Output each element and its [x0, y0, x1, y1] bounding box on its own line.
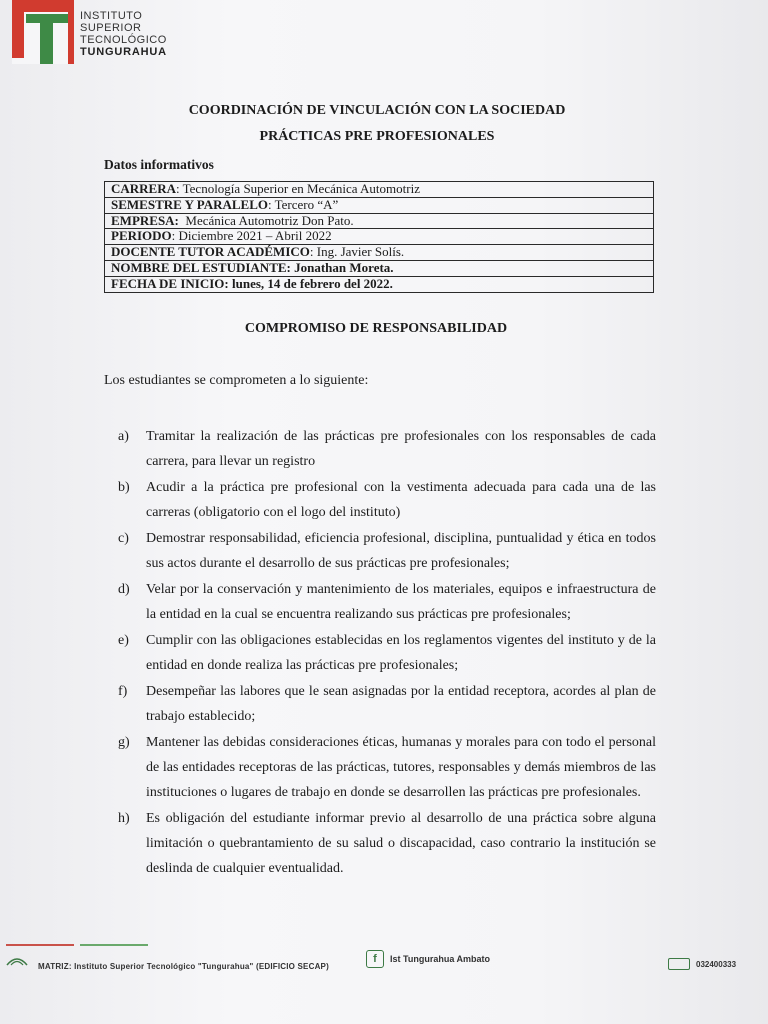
info-value: Jonathan Moreta. — [290, 259, 394, 275]
info-value: : Ing. Javier Solís. — [309, 244, 405, 260]
info-value: Mecánica Automotriz Don Pato. — [178, 212, 354, 228]
intro-text: Los estudiantes se comprometen a lo siguiente: — [104, 373, 369, 388]
list-item-text: Velar por la conservación y mantenimiento de los materiales, equipos e infraestructura de la entidad en la cual se encuentra realizando sus prácticas pre profesionales; — [146, 582, 656, 622]
document-subtitle: PRÁCTICAS PRE PROFESIONALES — [259, 129, 495, 144]
document-title: COORDINACIÓN DE VINCULACIÓN CON LA SOCIEDAD — [188, 103, 566, 118]
info-cell — [105, 260, 654, 276]
list-item — [118, 475, 656, 525]
location-icon — [6, 956, 28, 966]
list-item — [118, 806, 656, 881]
list-item-label: a) — [118, 429, 129, 444]
logo-line-1: INSTITUTO — [80, 10, 143, 22]
info-value: lunes, 14 de febrero del 2022. — [228, 275, 393, 291]
info-cell — [105, 182, 654, 198]
list-item-label: c) — [118, 531, 129, 546]
footer-address: MATRIZ: Instituto Superior Tecnológico "Tungurahua" (EDIFICIO SECAP) — [38, 962, 329, 971]
footer-phone — [668, 958, 736, 970]
institute-logo-mark — [12, 0, 74, 64]
info-row — [105, 245, 654, 261]
list-item-text: Demostrar responsabilidad, eficiencia profesional, disciplina, puntualidad y ética en todos sus actos durante el desarrollo de sus prácticas pre profesionales; — [146, 531, 656, 571]
list-item — [118, 679, 656, 729]
list-item-label: f) — [118, 684, 128, 699]
info-value: : Tecnología Superior en Mecánica Automotriz — [176, 181, 420, 196]
info-row — [105, 276, 654, 292]
info-row — [105, 229, 654, 245]
info-label: CARRERA — [111, 181, 176, 196]
logo-line-4: TUNGURAHUA — [80, 46, 167, 58]
list-item-label: g) — [118, 735, 130, 750]
logo-line-3: TECNOLÓGICO — [80, 34, 167, 46]
list-item-text: Mantener las debidas consideraciones éticas, humanas y morales para con todo el personal de las entidades receptoras de las prácticas, tutores, responsables y demás miembros de las instituciones o lugares de trabajo en donde se desarrollen las prácticas pre profesionales. — [146, 735, 656, 800]
list-item — [118, 628, 656, 678]
info-cell — [105, 229, 654, 245]
info-label: EMPRESA: — [111, 212, 179, 228]
info-row — [105, 197, 654, 213]
footer-divider-red — [6, 944, 74, 946]
section-title: COMPROMISO DE RESPONSABILIDAD — [244, 321, 508, 336]
facebook-handle: Ist Tungurahua Ambato — [390, 954, 490, 964]
list-item-text: Desempeñar las labores que le sean asignadas por la entidad receptora, acordes al plan de trabajo establecido; — [146, 684, 656, 724]
list-item-label: d) — [118, 582, 130, 597]
info-row — [105, 213, 654, 229]
list-item-label: e) — [118, 633, 129, 648]
info-label: SEMESTRE Y PARALELO — [111, 196, 268, 212]
info-cell — [105, 197, 654, 213]
list-item-text: Cumplir con las obligaciones establecidas en los reglamentos vigentes del instituto y de la entidad en donde realiza las prácticas pre profesionales; — [146, 633, 656, 673]
list-item-label: b) — [118, 480, 130, 495]
institute-logo — [12, 0, 182, 68]
info-label: NOMBRE DEL ESTUDIANTE: — [111, 259, 291, 275]
info-row — [105, 182, 654, 198]
list-item — [118, 730, 656, 805]
datos-heading: Datos informativos — [104, 157, 214, 172]
info-label: FECHA DE INICIO: — [111, 275, 229, 291]
footer-facebook — [366, 950, 490, 968]
list-item — [118, 526, 656, 576]
info-label: DOCENTE TUTOR ACADÉMICO — [111, 244, 310, 260]
list-item-text: Acudir a la práctica pre profesional con la vestimenta adecuada para cada una de las carreras (obligatorio con el logo del instituto) — [146, 480, 656, 520]
info-table — [104, 181, 654, 293]
list-item — [118, 577, 656, 627]
footer-divider-green — [80, 944, 148, 946]
info-value: : Diciembre 2021 – Abril 2022 — [171, 228, 332, 244]
phone-number: 032400333 — [696, 959, 737, 969]
institute-name — [80, 10, 167, 58]
info-row — [105, 260, 654, 276]
commitments-list — [118, 424, 656, 882]
info-cell — [105, 213, 654, 229]
phone-icon — [668, 958, 690, 970]
list-item-label: h) — [118, 811, 130, 826]
list-item — [118, 424, 656, 474]
info-cell — [105, 245, 654, 261]
list-item-text: Tramitar la realización de las prácticas pre profesionales con los responsables de cada carrera, para llevar un registro — [146, 429, 656, 469]
facebook-icon: f — [366, 950, 384, 968]
info-cell — [105, 276, 654, 292]
info-value: : Tercero “A” — [268, 196, 339, 212]
logo-line-2: SUPERIOR — [80, 22, 142, 34]
list-item-text: Es obligación del estudiante informar previo al desarrollo de una práctica sobre alguna limitación o quebrantamiento de su salud o discapacidad, caso contrario la institución se deslinda de cualquier eventualidad. — [146, 811, 656, 876]
info-label: PERIODO — [111, 228, 172, 244]
